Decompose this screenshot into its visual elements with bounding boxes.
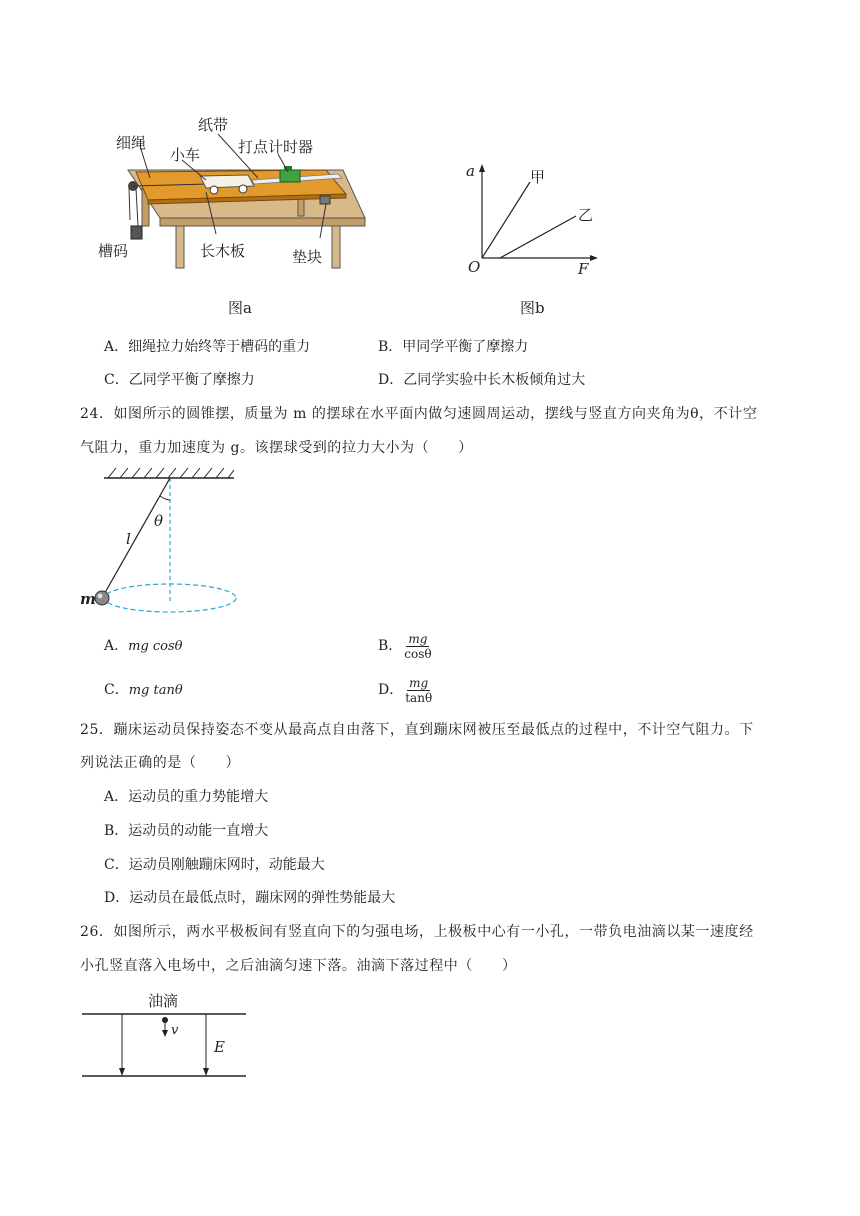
droplet-label: 油滴 (148, 992, 179, 1010)
axis-x-label: F (578, 260, 589, 278)
figure-parallel-plates (80, 990, 252, 1084)
q24-stem-line2: 气阻力，重力加速度为 g。该摆球受到的拉力大小为（ ） (80, 440, 473, 456)
q24-option-d-den: tanθ (405, 690, 433, 705)
q25-option-c: C．运动员刚触蹦床网时，动能最大 (104, 857, 325, 873)
q24-option-a-expr: mg cosθ (128, 639, 183, 654)
field-label: E (214, 1038, 225, 1056)
label-rope: 细绳 (116, 134, 147, 152)
caption-fig-b: 图b (520, 299, 545, 317)
line-jia-label: 甲 (530, 168, 546, 186)
q26-stem-line1: 26．如图所示，两水平极板间有竖直向下的匀强电场，上极板中心有一小孔，一带负电油滴以某一速度经 (80, 924, 754, 940)
q23-option-d: D．乙同学实验中长木板倾角过大 (378, 372, 586, 388)
label-timer: 打点计时器 (238, 138, 314, 156)
label-weight: 槽码 (98, 242, 129, 260)
q24-option-b (378, 630, 434, 662)
q24-option-b-fraction (402, 632, 433, 661)
label-board: 长木板 (200, 242, 246, 260)
q24-stem-line1: 24．如图所示的圆锥摆，质量为 m 的摆球在水平面内做匀速圆周运动，摆线与竖直方向夹角为θ，不计空 (80, 406, 758, 422)
figure-b-graph (460, 160, 600, 280)
q24-option-b-letter: B． (378, 638, 403, 654)
figure-conical-pendulum (78, 464, 248, 624)
q24-option-d (378, 674, 434, 706)
q24-option-c-letter: C． (104, 682, 129, 698)
q24-option-c-expr: mg tanθ (128, 683, 183, 698)
q25-option-b: B．运动员的动能一直增大 (104, 823, 269, 839)
mass-label: m (80, 590, 96, 608)
q25-stem-line1: 25．蹦床运动员保持姿态不变从最高点自由落下，直到蹦床网被压至最低点的过程中，不计空气阻力。下 (80, 722, 754, 738)
q23-option-a: A．细绳拉力始终等于槽码的重力 (104, 339, 311, 355)
q26-stem-line2: 小孔竖直落入电场中，之后油滴匀速下落。油滴下落过程中（ ） (80, 958, 517, 974)
length-label: l (126, 530, 131, 548)
q24-option-d-letter: D． (378, 682, 404, 698)
q24-option-a (104, 636, 183, 657)
q23-option-c: C．乙同学平衡了摩擦力 (104, 372, 255, 388)
q24-option-a-letter: A． (104, 638, 129, 654)
velocity-label: v (171, 1023, 179, 1038)
figure-a-apparatus (88, 108, 378, 278)
label-block: 垫块 (292, 248, 323, 266)
axis-y-label: a (466, 162, 475, 180)
label-tape: 纸带 (198, 116, 229, 134)
q24-option-b-num: mg (408, 631, 428, 646)
q24-option-d-num: mg (409, 675, 429, 690)
q25-option-d: D．运动员在最低点时，蹦床网的弹性势能最大 (104, 890, 396, 906)
q24-option-d-fraction (403, 676, 434, 705)
q25-stem-line2: 列说法正确的是（ ） (80, 755, 241, 771)
q24-option-c (104, 680, 183, 701)
line-yi-label: 乙 (578, 206, 594, 224)
q23-option-b: B．甲同学平衡了摩擦力 (378, 339, 529, 355)
q25-option-a: A．运动员的重力势能增大 (104, 789, 269, 805)
caption-fig-a: 图a (228, 299, 252, 317)
q24-option-b-den: cosθ (404, 646, 432, 661)
label-cart: 小车 (170, 146, 201, 164)
theta-label: θ (154, 512, 164, 530)
origin-label: O (468, 258, 481, 276)
